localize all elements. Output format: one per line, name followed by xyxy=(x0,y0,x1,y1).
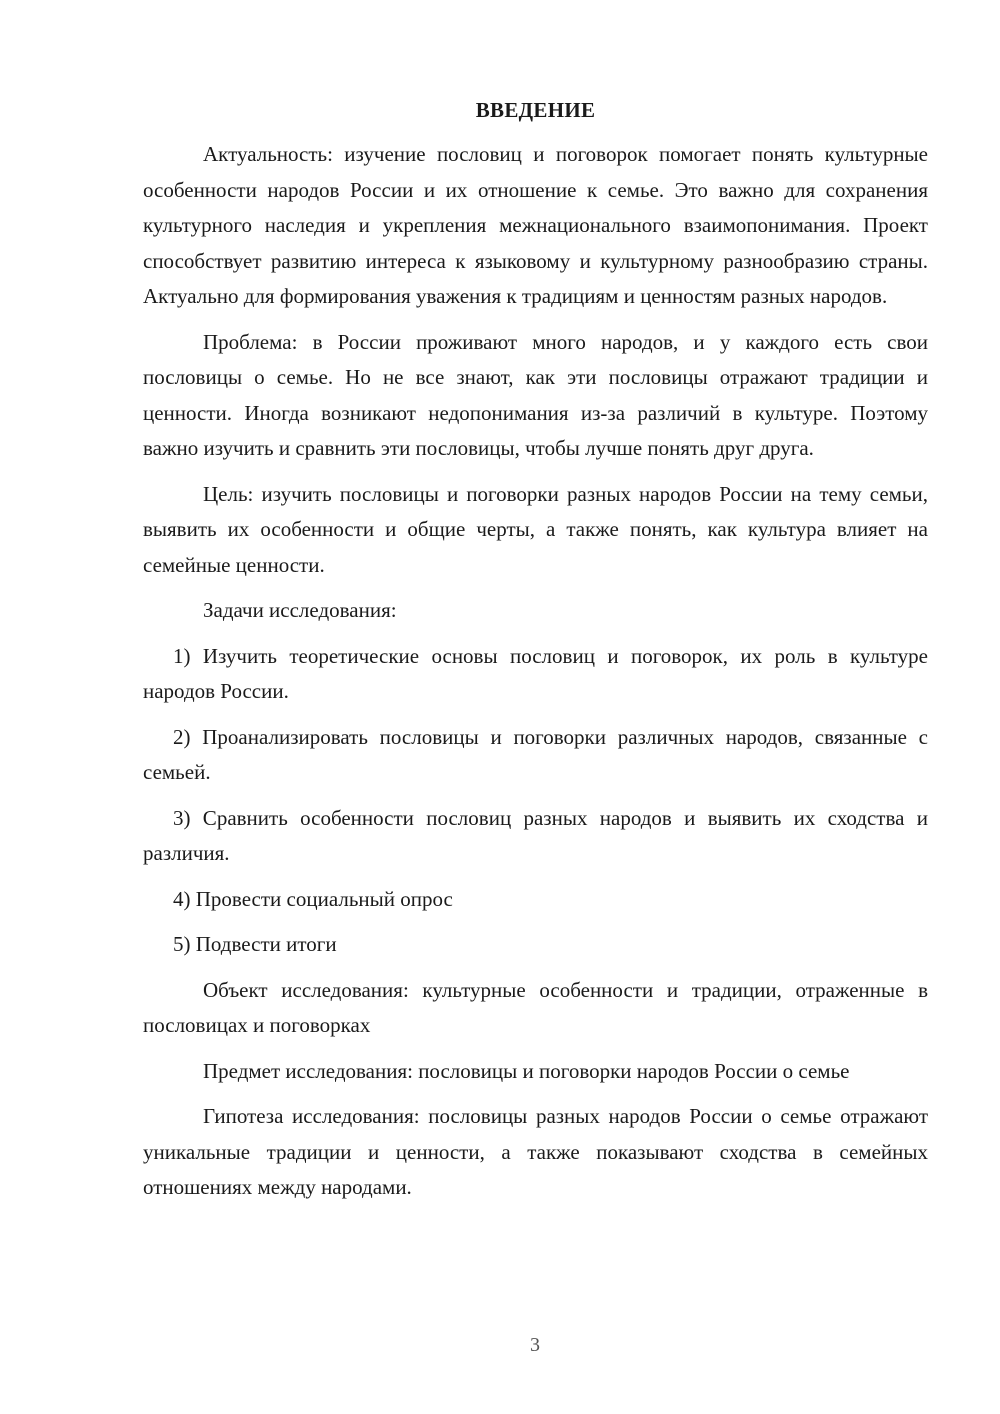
hypothesis-paragraph: Гипотеза исследования: пословицы разных народов России о семье отражают уникальные традиции и ценности, а также показывают сходства в семейных отношениях между народами. xyxy=(143,1104,928,1199)
task-item-5: 5) Подвести итоги xyxy=(173,932,337,956)
page-number: 3 xyxy=(530,1334,540,1356)
goal-paragraph: Цель: изучить пословицы и поговорки разных народов России на тему семьи, выявить их особенности и общие черты, а также понять, как культура влияет на семейные ценности. xyxy=(143,481,928,577)
object-paragraph: Объект исследования: культурные особенности и традиции, отраженные в пословицах и поговорках xyxy=(143,977,928,1037)
task-item-3: 3) Сравнить особенности пословиц разных народов и выявить их сходства и различия. xyxy=(143,805,928,865)
subject-paragraph: Предмет исследования: пословицы и поговорки народов России о семье xyxy=(203,1058,850,1083)
section-title: ВВЕДЕНИЕ xyxy=(475,98,596,122)
problem-paragraph: Проблема: в России проживают много народов, и у каждого есть свои пословицы о семье. Но не все знают, как эти пословицы отражают традиции и ценности. Иногда возникают недопонимания из-за различий в культуре. Поэтому важно изучить и сравнить эти пословицы, чтобы лучше понять друг друга. xyxy=(143,329,928,460)
task-item-1: 1) Изучить теоретические основы пословиц и поговорок, их роль в культуре народов России. xyxy=(143,643,928,703)
document-page xyxy=(143,95,928,1216)
task-item-4: 4) Провести социальный опрос xyxy=(173,886,453,911)
tasks-heading: Задачи исследования: xyxy=(203,598,397,622)
task-item-2: 2) Проанализировать пословицы и поговорки различных народов, связанные с семьей. xyxy=(143,724,928,784)
relevance-paragraph: Актуальность: изучение пословиц и поговорок помогает понять культурные особенности народов России и их отношение к семье. Это важно для сохранения культурного наследия и укрепления межнационального взаимопонимания. Проект способствует развитию интереса к языковому и культурному разнообразию страны. Актуально для формирования уважения к традициям и ценностям разных народов. xyxy=(143,142,928,308)
